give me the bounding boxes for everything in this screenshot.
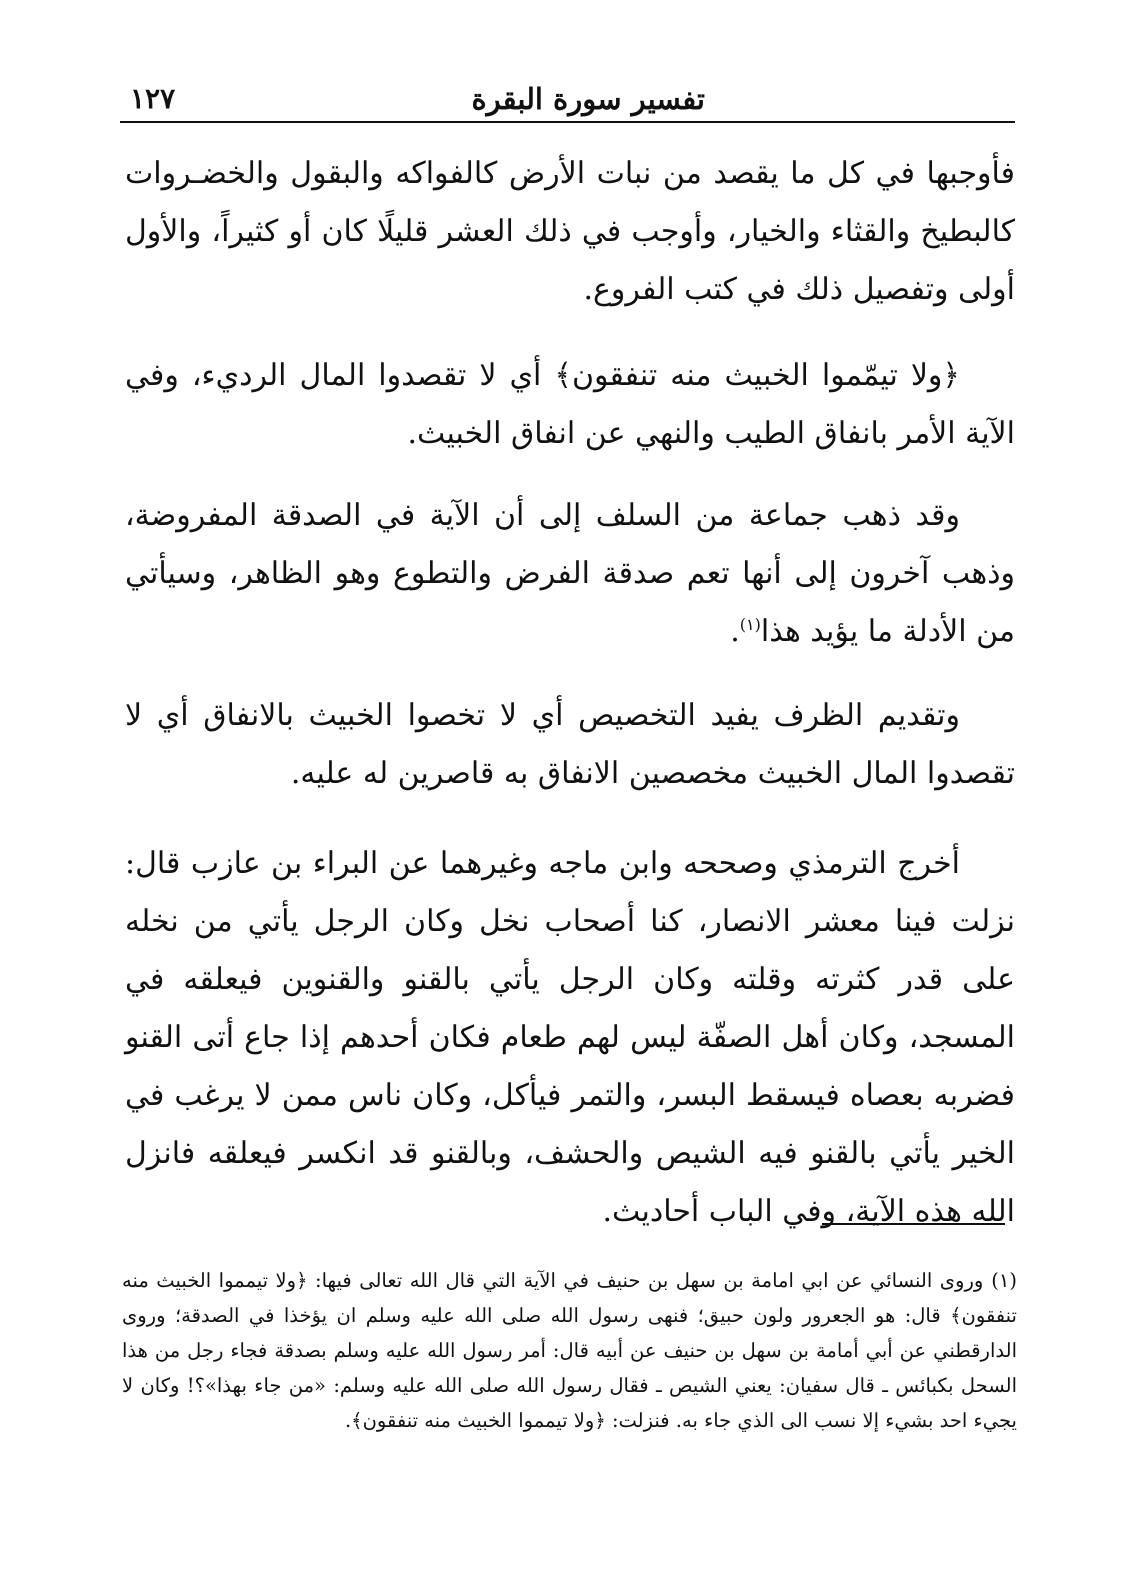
- paragraph-hadith: أخرج الترمذي وصححه وابن ماجه وغيرهما عن البراء بن عازب قال: نزلت فينا معشر الانصار، كنا أصحاب نخل وكان الرجل يأتي من نخله على قدر كثرته وقلته وكان الرجل يأتي بالقنو والقنوين فيعلقه في المسجد، وكان أهل الصفّة ليس لهم طعام فكان أحدهم إذا جاع أتى القنو فضربه بعصاه فيسقط البسر، والتمر فيأكل، وكان ناس ممن لا يرغب في الخير يأتي بالقنو فيه الشيص والحشف، وبالقنو قد انكسر فيعلقه فانزل الله هذه الآية، وفي الباب أحاديث.: [125, 846, 1015, 1229]
- paragraph-takhsis: وتقديم الظرف يفيد التخصيص أي لا تخصوا الخبيث بالانفاق أي لا تقصدوا المال الخبيث مخصصين الانفاق به قاصرين له عليه.: [125, 698, 1015, 791]
- paragraph-salaf-text: وقد ذهب جماعة من السلف إلى أن الآية في الصدقة المفروضة، وذهب آخرون إلى أنها تعم صدقة الفرض والتطوع وهو الظاهر، وسيأتي من الأدلة ما يؤيد هذا: [125, 498, 1015, 649]
- page-title: تفسير سورة البقرة: [471, 82, 705, 116]
- page-number: ١٢٧: [130, 82, 176, 115]
- footnote-text: وروى النسائي عن ابي امامة بن سهل بن حنيف في الآية التي قال الله تعالى فيها: ﴿ولا تيمموا الخبيث منه تنفقون﴾ قال: هو الجعرور ولون حبيق؛ فنهى رسول الله صلى الله عليه وسلم ان يؤخذا في الصدقة؛ وروى الدارقطني عن أبي أمامة بن سهل بن حنيف عن أبيه قال: أمر رسول الله عليه وسلم بصدقة فجاء رجل من هذا السحل بكبائس ـ قال سفيان: يعني الشيص ـ فقال رسول الله صلى الله عليه وسلم: «من جاء بهذا»؟! وكان لا يجيء احد بشيء إلا نسب الى الذي جاء به. فنزلت: ﴿ولا تيمموا الخبيث منه تنفقون﴾.: [122, 1269, 1017, 1432]
- paragraph-salaf-end: .: [730, 614, 740, 649]
- footnote-number: (١): [991, 1269, 1017, 1292]
- main-text: [125, 145, 1015, 1241]
- running-header: [120, 72, 1015, 120]
- footnote-reference[interactable]: (١): [739, 615, 761, 634]
- paragraph-salaf-opinion: [125, 487, 1015, 661]
- paragraph-zakat-produce: فأوجبها في كل ما يقصد من نبات الأرض كالفواكه والبقول والخضـروات كالبطيخ والقثاء والخيار، وأوجب في ذلك العشر قليلًا كان أو كثيراً، والأول أولى وتفصيل ذلك في كتب الفروع.: [125, 156, 1015, 307]
- paragraph-verse-commentary: ﴿ولا تيمّموا الخبيث منه تنفقون﴾ أي لا تقصدوا المال الرديء، وفي الآية الأمر بانفاق الطيب والنهي عن انفاق الخبيث.: [125, 358, 1015, 451]
- footnote-divider: [822, 1223, 1005, 1225]
- header-divider: [120, 121, 1015, 123]
- footnote: [122, 1263, 1017, 1438]
